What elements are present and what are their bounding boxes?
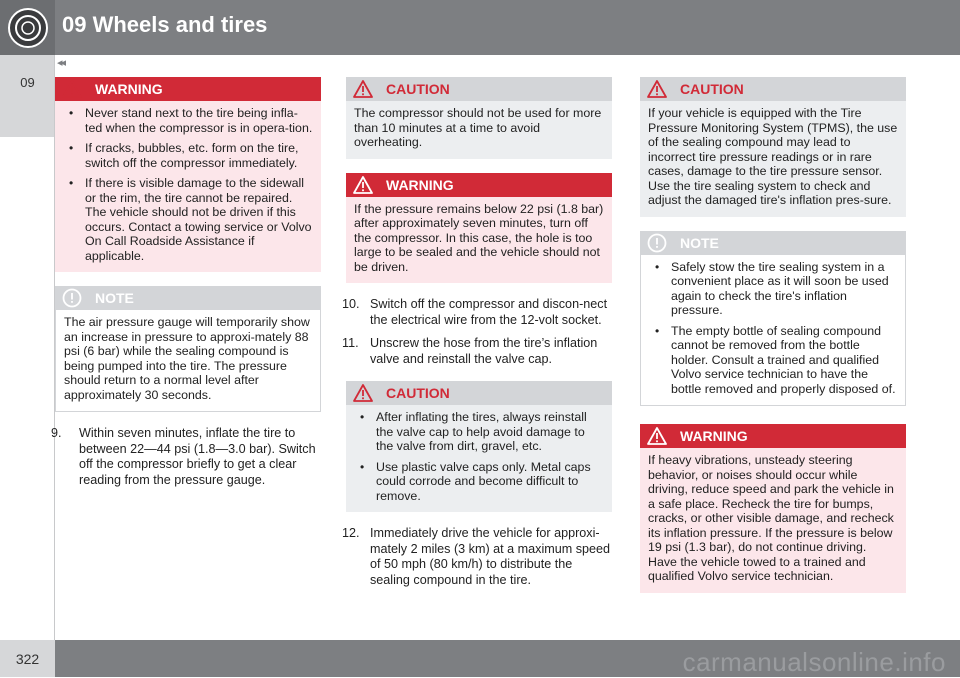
- step-12: 12. Immediately drive the vehicle for approxi-mately 2 miles (3 km) at a maximum speed of 50 mph (80 km/h) to distribute the sealing compound in the tire.: [342, 526, 611, 587]
- warning-triangle-icon: [62, 80, 82, 98]
- column-3: [640, 77, 906, 607]
- caution-box: [346, 77, 612, 159]
- warning-triangle-icon: [647, 427, 667, 445]
- warning-label: WARNING: [680, 428, 748, 444]
- column-1: [51, 77, 321, 496]
- caution-box: [640, 77, 906, 217]
- caution-label: CAUTION: [680, 81, 744, 97]
- info-icon: [62, 288, 82, 308]
- warning-header: [346, 173, 612, 197]
- warning-label: WARNING: [386, 176, 454, 193]
- caution-header: [346, 77, 612, 101]
- note-label: NOTE: [95, 290, 134, 306]
- caution-body: [346, 405, 612, 512]
- list-item: • Safely stow the tire sealing system in a convenient place as it will soon be used again to check the tire's inflation pressure.: [655, 259, 889, 317]
- caution-header: [640, 77, 906, 101]
- note-body: [640, 255, 906, 407]
- step-11: 11. Unscrew the hose from the tire’s inflation valve and reinstall the valve cap.: [342, 336, 598, 366]
- caution-box: [346, 381, 612, 512]
- caution-triangle-icon: [647, 80, 667, 98]
- caution-triangle-icon: [353, 80, 373, 98]
- chapter-tab-label: 09: [20, 75, 35, 90]
- caution-label: CAUTION: [386, 385, 450, 401]
- warning-body: If the pressure remains below 22 psi (1.8 bar) after approximately seven minutes, turn off the compressor. In this case, the hole is too large to be sealed and the vehicle should not be driven.: [346, 197, 612, 284]
- warning-box: [346, 173, 612, 284]
- warning-triangle-icon: [353, 176, 373, 194]
- chapter-title: 09 Wheels and tires: [62, 12, 268, 37]
- warning-box: [640, 424, 906, 593]
- note-box: [55, 286, 321, 412]
- note-header: [640, 231, 906, 255]
- tire-icon: [0, 0, 55, 55]
- list-item: • If there is visible damage to the sidewall or the rim, the tire cannot be repaired. The vehicle should not be driven if this occurs. Contact a towing service or Volvo On Call Roadside Assistance if applicable.: [69, 176, 312, 263]
- warning-header: [55, 77, 321, 101]
- note-header: [55, 286, 321, 310]
- warning-header: [640, 424, 906, 448]
- list-item: • Never stand next to the tire being infla-ted when the compressor is in opera-tion.: [69, 106, 313, 135]
- step-10: 10. Switch off the compressor and discon-nect the electrical wire from the 12-volt socket.: [342, 297, 608, 327]
- list-item: • The empty bottle of sealing compound cannot be removed from the bottle holder. Consult a trained and qualified Volvo service technician to have the bottle removed and properly disposed of.: [655, 323, 896, 396]
- column-2: [342, 77, 612, 596]
- warning-body: If heavy vibrations, unsteady steering behavior, or noises should occur while driving, reduce speed and park the vehicle in a safe place. Recheck the tire for bumps, cracks, or other visible damage, and recheck its inflation pressure. If the pressure is below 19 psi (1.3 bar), do not continue driving. Have the vehicle towed to a trained and qualified Volvo service technician.: [640, 448, 906, 593]
- list-item: • Use plastic valve caps only. Metal caps could corrode and become difficult to remove.: [360, 459, 591, 503]
- warning-box: [55, 77, 321, 272]
- caution-triangle-icon: [353, 384, 373, 402]
- info-icon: [647, 233, 667, 253]
- note-body: The air pressure gauge will temporarily show an increase in pressure to approxi-mately 88 psi (6 bar) while the sealing compound is being pumped into the tire. The pressure should return to a normal level after approximately 30 seconds.: [55, 310, 321, 412]
- page-number: 322: [15, 651, 40, 667]
- step-9: 9. Within seven minutes, inflate the tire to between 22—44 psi (1.8—3.0 bar). Switch off the compressor briefly to get a clear reading from the pressure gauge.: [51, 426, 316, 487]
- caution-header: [346, 381, 612, 405]
- caution-label: CAUTION: [386, 81, 450, 97]
- warning-body: [55, 101, 321, 272]
- chapter-tab[interactable]: [0, 55, 55, 137]
- back-nav-icon[interactable]: ◂◂: [57, 57, 65, 69]
- list-item: • If cracks, bubbles, etc. form on the tire, switch off the compressor immediately.: [69, 141, 299, 170]
- watermark: carmanualsonline.info: [682, 647, 946, 677]
- caution-body: The compressor should not be used for more than 10 minutes at a time to avoid overheating.: [346, 101, 612, 159]
- warning-label: WARNING: [95, 81, 163, 97]
- list-item: • After inflating the tires, always reinstall the valve cap to help avoid damage to the valve from dirt, gravel, etc.: [360, 410, 587, 453]
- caution-body: If your vehicle is equipped with the Tire Pressure Monitoring System (TPMS), the use of the sealing compound may lead to incorrect tire pressure readings or in rare cases, damage to the tire pressure sensor. Use the tire sealing system to check and adjust the damaged tire's inflation pres-sure.: [640, 101, 906, 217]
- note-label: NOTE: [680, 234, 719, 251]
- note-box: [640, 231, 906, 407]
